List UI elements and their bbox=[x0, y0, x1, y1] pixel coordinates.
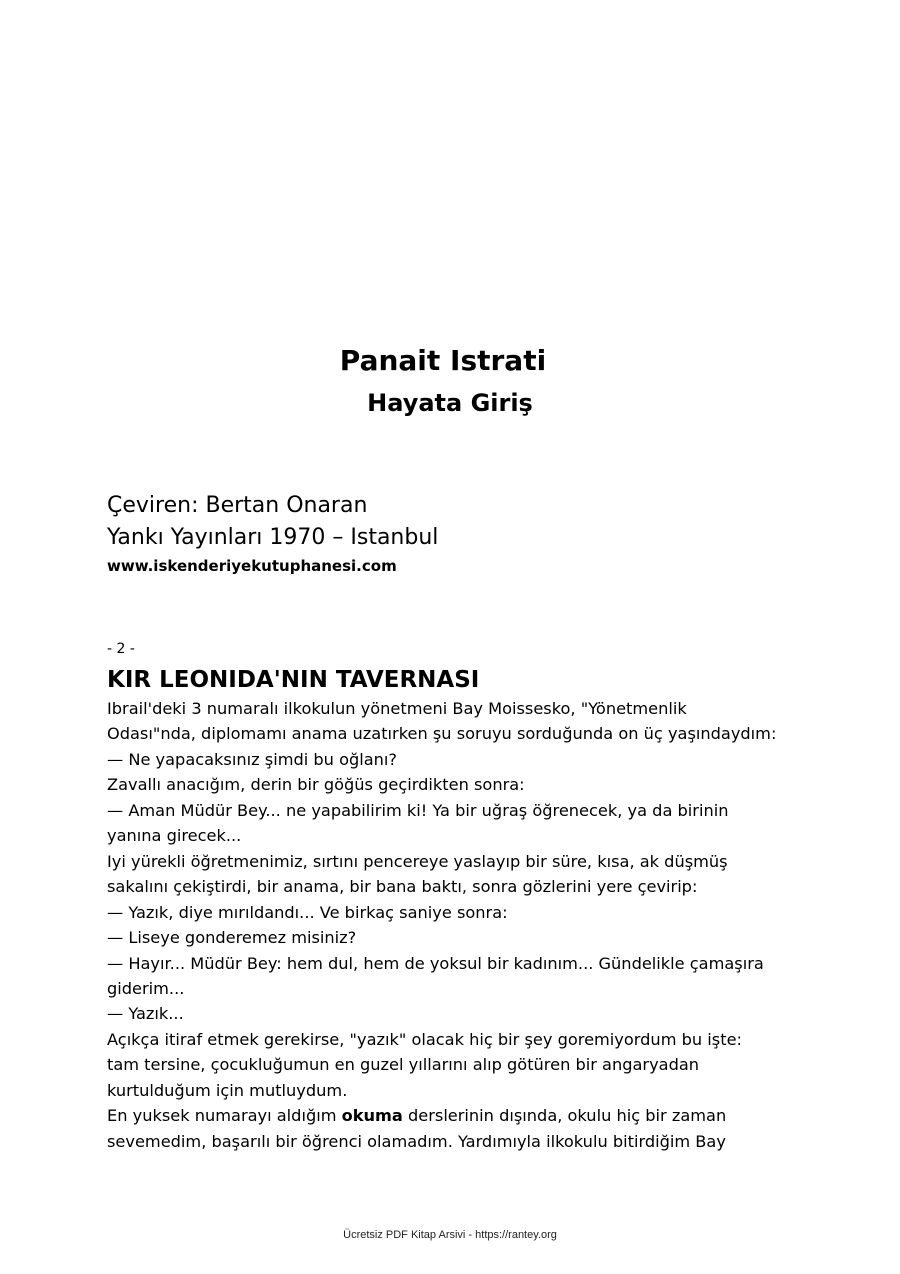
text-line: tam tersine, çocukluğumun en guzel yıllarını alıp götüren bir angaryadan bbox=[107, 1055, 700, 1075]
website-link[interactable]: www.iskenderiyekutuphanesi.com bbox=[107, 557, 397, 575]
text-line: Odası"nda, diplomamı anama uzatırken şu soruyu sorduğunda on üç yaşındaydım: bbox=[107, 724, 777, 744]
author-name: Panait Istrati bbox=[339, 344, 547, 377]
text-line: — Yazık... bbox=[107, 1004, 184, 1024]
chapter-title: KIR LEONIDA'NIN TAVERNASI bbox=[107, 667, 480, 693]
publication-info bbox=[107, 490, 807, 578]
publisher-line: Yankı Yayınları 1970 – Istanbul bbox=[107, 525, 439, 550]
text-line: — Liseye gonderemez misiniz? bbox=[107, 928, 357, 948]
text-line: kurtulduğum için mutluydum. bbox=[107, 1080, 348, 1100]
text-line: — Aman Müdür Bey... ne yapabilirim ki! Ya bir uğraş öğrenecek, ya da birinin bbox=[107, 800, 729, 820]
text-line: — Yazık, diye mırıldandı... Ve birkaç saniye sonra: bbox=[107, 902, 508, 922]
text-line: Açıkça itiraf etmek gerekirse, "yazık" olacak hiç bir şey goremiyordum bu işte: bbox=[107, 1029, 742, 1049]
footer-text: Ücretsiz PDF Kitap Arsivi - https://rantey.org bbox=[343, 1229, 557, 1241]
text-line-with-emphasis bbox=[107, 1103, 797, 1128]
text-line: Ibrail'deki 3 numaralı ilkokulun yönetmeni Bay Moissesko, "Yönetmenlik bbox=[107, 699, 687, 718]
text-line: yanına girecek... bbox=[107, 826, 242, 846]
text-line: sakalını çekiştirdi, bir anama, bir bana baktı, sonra gözlerini yere çevirip: bbox=[107, 877, 698, 897]
text-line: giderim... bbox=[107, 978, 185, 998]
text-line: — Ne yapacaksınız şimdi bu oğlanı? bbox=[107, 749, 398, 769]
text-line: Iyi yürekli öğretmenimiz, sırtını pencereye yaslayıp bir süre, kısa, ak düşmüş bbox=[107, 851, 728, 871]
text-segment: derslerinin dışında, okulu hiç bir zaman bbox=[402, 1106, 727, 1126]
chapter-body bbox=[107, 696, 797, 1154]
text-line: Zavallı anacığım, derin bir göğüs geçirdikten sonra: bbox=[107, 775, 525, 795]
translator-line: Çeviren: Bertan Onaran bbox=[107, 493, 368, 518]
page-number: - 2 - bbox=[107, 641, 135, 657]
text-line: sevemedim, başarılı bir öğrenci olamadım. Yardımıyla ilkokulu bitirdiğim Bay bbox=[107, 1131, 726, 1151]
text-segment: En yuksek numarayı aldığım bbox=[107, 1106, 342, 1126]
emphasized-word: okuma bbox=[341, 1106, 403, 1126]
book-title: Hayata Giriş bbox=[367, 389, 533, 417]
text-line: — Hayır... Müdür Bey: hem dul, hem de yoksul bir kadınım... Gündelikle çamaşıra bbox=[107, 953, 764, 973]
